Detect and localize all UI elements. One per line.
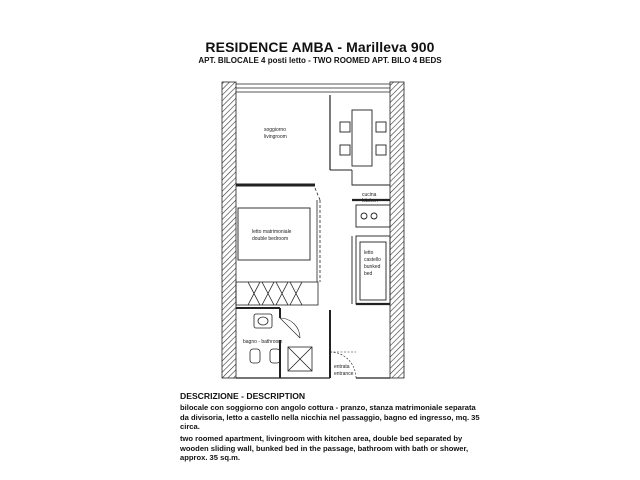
dining-table [340,110,386,166]
wardrobes [236,282,318,305]
description-english: two roomed apartment, livingroom with kitchen area, double bed separated by wooden sliding wall, bunked bed in the passage, bathroom with bath or shower, approx. 35 sq.m. [180,434,469,463]
label-entrance: entrata entrance [334,364,354,377]
label-living: soggiorno livingroom [264,127,287,140]
label-bunk: letto castello bunked bed [364,250,381,277]
label-bathroom: bagno - bathroom [243,339,283,345]
description-italian: bilocale con soggiorno con angolo cottura - pranzo, stanza matrimoniale separata da divisoria, letto a castello nella nicchia nel passaggio, bagno ed ingresso, mq. 35 circa. [180,403,480,432]
plan-subtitle: APT. BILOCALE 4 posti letto - TWO ROOMED APT. BILO 4 BEDS [198,56,442,65]
window-top [236,84,390,92]
left-wall [222,82,236,378]
description-heading: DESCRIZIONE - DESCRIPTION [180,391,306,401]
right-wall [390,82,404,378]
label-bedroom: letto matrimoniale double bedroom [252,229,292,242]
label-kitchen: cucina kitchen [362,192,378,204]
bunk-bed [352,236,390,304]
plan-title: RESIDENCE AMBA - Marilleva 900 [205,39,435,55]
